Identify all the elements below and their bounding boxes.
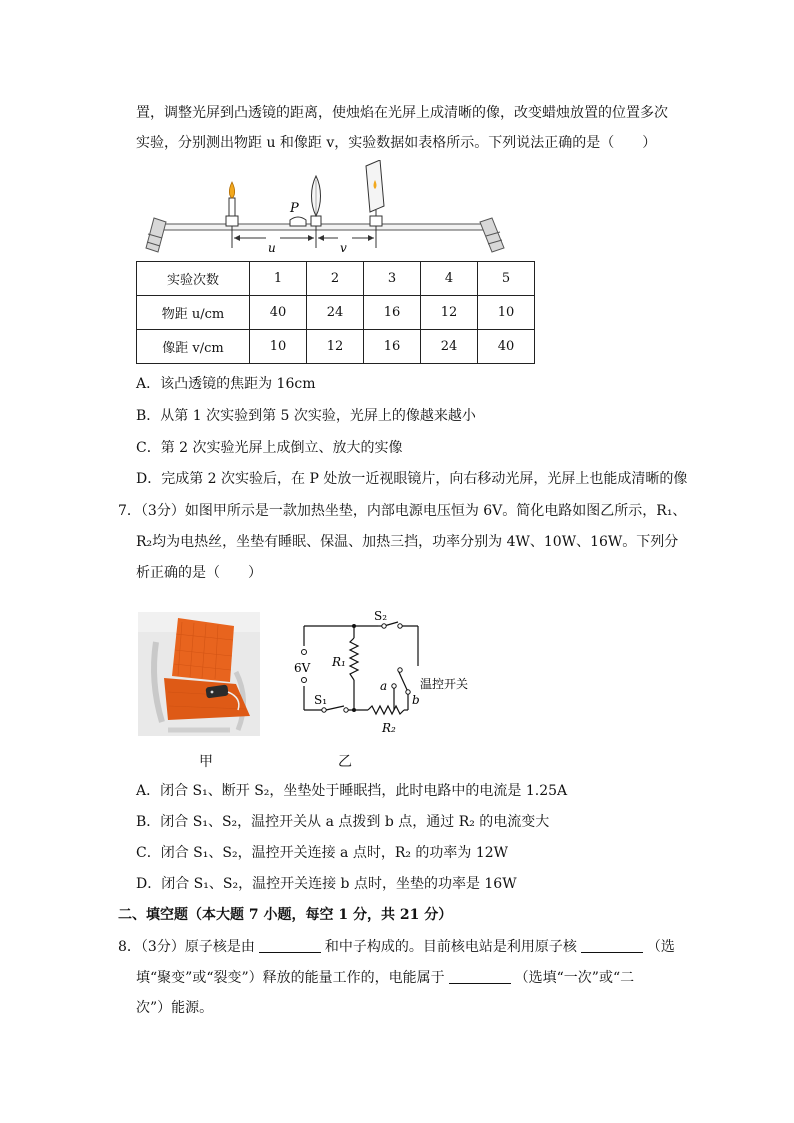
table-row [137, 330, 535, 364]
controller-button-icon [211, 691, 214, 694]
q7-option-b: B．闭合 S₁、S₂，温控开关从 a 点拨到 b 点，通过 R₂ 的电流变大 [136, 814, 550, 830]
q8-text: 和中子构成的。目前核电站是利用原子核 [324, 939, 577, 955]
table-cell: 40 [250, 296, 307, 330]
label-a: a [380, 679, 388, 693]
q8-text: （选 [646, 939, 675, 955]
table-cell: 5 [478, 262, 535, 296]
q6-option-d: D．完成第 2 次实验后，在 P 处放一近视眼镜片，向右移动光屏，光屏上也能成清晰的像 [136, 471, 688, 487]
q8-line-3: 次”）能源。 [136, 1000, 214, 1016]
label-temp-switch: 温控开关 [420, 677, 469, 691]
circuit-diagram [288, 606, 488, 742]
label-u: u [268, 241, 276, 255]
answer-blank [581, 938, 643, 953]
label-b: b [412, 693, 420, 707]
optical-bench-diagram [140, 160, 510, 260]
table-cell: 1 [250, 262, 307, 296]
table-cell: 24 [421, 330, 478, 364]
heating-cushion-photo [138, 612, 260, 736]
q7-option-c: C．闭合 S₁、S₂，温控开关连接 a 点时，R₂ 的功率为 12W [136, 845, 509, 861]
table-cell: 16 [364, 296, 421, 330]
q7-line-1: 7．（3分）如图甲所示是一款加热坐垫，内部电源电压恒为 6V。简化电路如图乙所示，R₁、 [118, 503, 687, 519]
table-cell: 2 [307, 262, 364, 296]
q8-line-2 [136, 968, 634, 988]
experiment-table [136, 261, 535, 364]
intro-line-2: 实验，分别测出物距 u 和像距 v，实验数据如表格所示。下列说法正确的是（ ） [136, 135, 657, 151]
caption-yi: 乙 [338, 754, 352, 770]
label-s1: S₁ [314, 693, 328, 707]
table-cell: 10 [250, 330, 307, 364]
answer-blank [449, 969, 511, 984]
table-cell: 12 [307, 330, 364, 364]
label-r2: R₂ [382, 721, 396, 735]
q8-text: （选填“一次”或“二 [514, 970, 635, 986]
table-cell: 16 [364, 330, 421, 364]
label-s2: S₂ [374, 609, 388, 623]
table-header-object-distance: 物距 u/cm [137, 296, 250, 330]
table-header-trial: 实验次数 [137, 262, 250, 296]
q6-option-a: A．该凸透镜的焦距为 16cm [136, 376, 316, 392]
q7-line-2: R₂均为电热丝，坐垫有睡眠、保温、加热三挡，功率分别为 4W、10W、16W。下列分 [136, 534, 679, 550]
table-cell: 12 [421, 296, 478, 330]
label-voltage: 6V [294, 661, 311, 675]
table-row [137, 296, 535, 330]
q7-option-a: A．闭合 S₁、断开 S₂，坐垫处于睡眠挡，此时电路中的电流是 1.25A [136, 783, 568, 799]
q8-line-1 [118, 937, 675, 957]
table-header-image-distance: 像距 v/cm [137, 330, 250, 364]
q7-option-d: D．闭合 S₁、S₂，温控开关连接 b 点时，坐垫的功率是 16W [136, 876, 517, 892]
q7-line-3: 析正确的是（ ） [136, 565, 262, 581]
table-cell: 3 [364, 262, 421, 296]
table-cell: 4 [421, 262, 478, 296]
label-v: v [340, 241, 347, 255]
answer-blank [259, 938, 321, 953]
q6-option-c: C．第 2 次实验光屏上成倒立、放大的实像 [136, 440, 403, 456]
label-r1: R₁ [332, 655, 346, 669]
caption-jia: 甲 [199, 754, 213, 770]
label-p: P [290, 201, 299, 216]
q8-text: 填“聚变”或“裂变”）释放的能量工作的，电能属于 [136, 970, 445, 986]
table-row [137, 262, 535, 296]
section-heading: 二、填空题（本大题 7 小题，每空 1 分，共 21 分） [118, 907, 453, 923]
q8-text: 8．（3分）原子核是由 [118, 939, 255, 955]
flame-icon [229, 182, 234, 198]
table-cell: 10 [478, 296, 535, 330]
q6-option-b: B．从第 1 次实验到第 5 次实验，光屏上的像越来越小 [136, 408, 476, 424]
table-cell: 24 [307, 296, 364, 330]
table-cell: 40 [478, 330, 535, 364]
intro-line-1: 置，调整光屏到凸透镜的距离，使烛焰在光屏上成清晰的像，改变蜡烛放置的位置多次 [136, 105, 668, 121]
